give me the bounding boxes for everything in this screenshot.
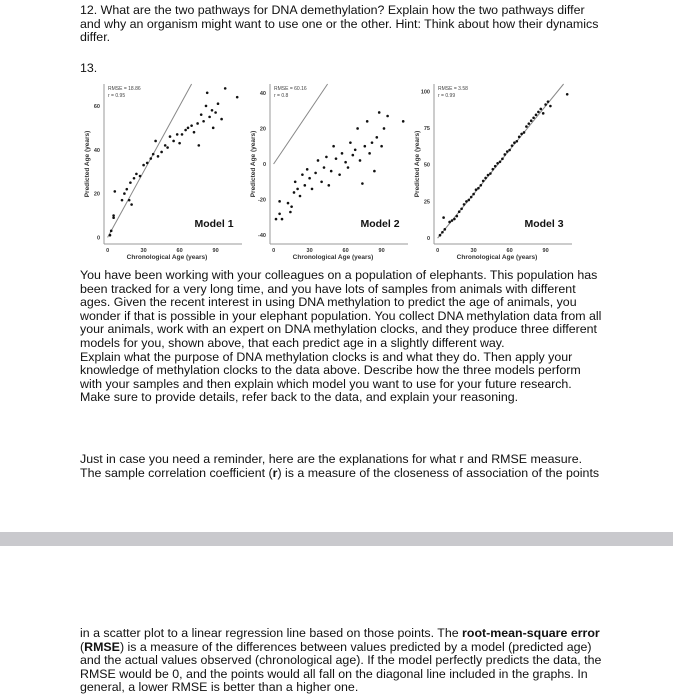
paragraph-elephants	[80, 269, 601, 405]
data-point	[304, 184, 307, 187]
y-tick-label: 20	[259, 126, 266, 133]
data-point	[236, 96, 239, 99]
data-point	[328, 184, 331, 187]
data-point	[306, 168, 309, 171]
data-point	[371, 141, 374, 144]
y-tick-label: 40	[93, 147, 100, 154]
data-point	[463, 203, 466, 206]
data-point	[150, 157, 153, 160]
data-point	[293, 191, 296, 194]
data-point	[202, 120, 205, 123]
data-point	[520, 133, 523, 136]
data-point	[301, 173, 304, 176]
data-point	[299, 195, 302, 198]
data-point	[511, 144, 514, 147]
x-tick-label: 90	[212, 248, 219, 254]
data-point	[439, 234, 442, 237]
data-point	[453, 218, 456, 221]
data-point	[123, 192, 126, 195]
x-tick-label: 90	[542, 248, 549, 254]
bold-term: root-mean-square error	[462, 626, 600, 640]
y-tick-label: 20	[93, 191, 100, 198]
data-point	[224, 87, 227, 90]
question-12-line: and why an organism might want to use one or the other. Hint: Think about how their dynamics	[80, 16, 599, 31]
paragraph-line: knowledge of methylation clocks to the data above. Describe how the three models perform	[80, 363, 581, 378]
data-point	[190, 124, 193, 127]
data-point	[287, 202, 290, 205]
x-tick-label: 90	[378, 248, 385, 254]
data-point	[157, 155, 160, 158]
data-point	[458, 210, 461, 213]
question-12-line: differ.	[80, 30, 111, 45]
x-tick-label: 0	[106, 248, 110, 254]
data-point	[220, 118, 223, 121]
data-point	[532, 116, 535, 119]
y-tick-label: -20	[258, 197, 266, 204]
data-point	[114, 190, 117, 193]
data-point	[376, 136, 379, 139]
data-point	[278, 200, 281, 203]
paragraph-line: been tracked for a very long time, and you have lots of samples from animals with different	[80, 281, 576, 296]
data-point	[542, 112, 545, 115]
data-point	[290, 205, 293, 208]
data-point	[468, 199, 471, 202]
rmse-label: RMSE = 3.58	[438, 86, 468, 92]
data-point	[128, 199, 131, 202]
data-point	[523, 131, 526, 134]
data-point	[492, 168, 495, 171]
data-point	[193, 131, 196, 134]
data-point	[133, 177, 136, 180]
paragraph-line: RMSE would be 0, and the points would all fall on the diagonal line included in the graphs. In	[80, 666, 588, 681]
data-point	[278, 212, 281, 215]
data-point	[198, 144, 201, 147]
text: ) is a measure of the differences between values predicted by a model (predicted age)	[119, 639, 592, 654]
y-tick-label: -40	[258, 233, 266, 240]
data-point	[537, 111, 540, 114]
question-13-number: 13.	[80, 61, 98, 75]
data-point	[112, 214, 115, 217]
data-point	[347, 166, 350, 169]
data-point	[484, 177, 487, 180]
data-point	[518, 136, 521, 139]
data-point	[110, 230, 113, 233]
x-tick-label: 0	[272, 248, 276, 254]
data-point	[172, 140, 175, 143]
data-point	[200, 113, 203, 116]
data-point	[146, 162, 149, 165]
data-point	[352, 154, 355, 157]
paragraph-line	[80, 641, 601, 655]
data-point	[361, 182, 364, 185]
data-point	[475, 188, 478, 191]
question-12	[80, 4, 598, 45]
data-point	[354, 148, 357, 151]
data-point	[513, 141, 516, 144]
paragraph-line: your animals, work with an expert on DNA methylation clocks, and they produce three different	[80, 322, 597, 337]
y-axis-label: Predicted Age (years)	[250, 130, 257, 198]
data-point	[126, 188, 129, 191]
data-point	[164, 144, 167, 147]
data-point	[448, 221, 451, 224]
data-point	[206, 91, 209, 94]
question-12-line: 12. What are the two pathways for DNA demethylation? Explain how the two pathways differ	[80, 3, 585, 17]
data-point	[378, 111, 381, 114]
data-point	[178, 142, 181, 145]
data-point	[356, 127, 359, 130]
data-point	[477, 187, 480, 190]
data-point	[205, 105, 208, 108]
data-point	[335, 157, 338, 160]
data-point	[214, 111, 217, 114]
paragraph-line	[80, 467, 599, 481]
r-label: r = 0.95	[108, 93, 126, 99]
paragraph-reminder	[80, 453, 599, 480]
text: (	[80, 639, 85, 654]
data-point	[166, 146, 169, 149]
data-point	[501, 158, 504, 161]
data-point	[314, 172, 317, 175]
data-point	[289, 211, 292, 214]
data-point	[516, 140, 519, 143]
chart-model-1	[80, 78, 250, 268]
data-point	[540, 108, 543, 111]
data-point	[281, 218, 284, 221]
data-point	[323, 166, 326, 169]
data-point	[528, 122, 531, 125]
paragraph-line: and the actual values observed (chronological age). If the model perfectly predicts the data, the	[80, 653, 602, 668]
y-tick-label: 25	[423, 199, 430, 206]
y-tick-label: 60	[93, 103, 100, 110]
data-point	[320, 180, 323, 183]
paragraph-line: with your samples and then explain which model you want to use for your future research.	[80, 376, 572, 391]
paragraph-line: ages. Given the recent interest in using DNA methylation to predict the age of animals, you	[80, 295, 577, 310]
page-break-band	[0, 532, 673, 546]
data-point	[344, 161, 347, 164]
data-point	[317, 159, 320, 162]
data-point	[465, 200, 468, 203]
paragraph-line: Explain what the purpose of DNA methylation clocks is and what they do. Then apply your	[80, 349, 573, 364]
data-point	[109, 234, 112, 237]
data-point	[341, 152, 344, 155]
data-point	[472, 193, 475, 196]
data-point	[451, 219, 454, 222]
data-point	[482, 180, 485, 183]
data-point	[566, 93, 569, 96]
paragraph-rmse	[80, 627, 601, 695]
data-point	[441, 231, 444, 234]
data-point	[373, 170, 376, 173]
data-point	[402, 120, 405, 123]
y-tick-label: 75	[423, 126, 430, 133]
data-point	[181, 133, 184, 136]
text: ) is a measure of the closeness of association of the points	[277, 465, 600, 480]
data-point	[176, 133, 179, 136]
data-point	[169, 135, 172, 138]
data-point	[325, 156, 328, 159]
data-point	[296, 188, 299, 191]
data-point	[130, 203, 133, 206]
data-point	[535, 114, 538, 117]
identity-line	[108, 84, 192, 237]
text: in a scatter plot to a linear regression line based on those points. The	[80, 626, 463, 640]
data-point	[380, 145, 383, 148]
data-point	[442, 216, 445, 219]
y-tick-label: 100	[420, 89, 430, 96]
data-point	[547, 100, 550, 103]
data-point	[196, 122, 199, 125]
bold-term: r	[272, 465, 278, 480]
data-point	[135, 173, 138, 176]
r-label: r = 0.99	[438, 93, 456, 99]
x-tick-label: 30	[306, 248, 313, 254]
data-point	[549, 105, 552, 108]
data-point	[460, 207, 463, 210]
y-tick-label: 0	[96, 235, 100, 242]
data-point	[530, 119, 533, 122]
data-point	[311, 188, 314, 191]
y-tick-label: 50	[423, 162, 430, 169]
data-point	[121, 199, 124, 202]
paragraph-line: models for you, shown above, that each predict age in a slightly different way.	[80, 335, 505, 350]
model-title: Model 1	[194, 218, 234, 230]
y-axis-label: Predicted Age (years)	[414, 130, 421, 198]
data-point	[456, 215, 459, 218]
paragraph-line	[80, 627, 601, 641]
data-point	[368, 152, 371, 155]
x-tick-label: 30	[140, 248, 147, 254]
data-point	[504, 153, 507, 156]
data-point	[487, 174, 490, 177]
chart-model-3	[410, 78, 580, 268]
data-point	[139, 175, 142, 178]
data-point	[129, 181, 132, 184]
bold-term: RMSE	[84, 639, 120, 654]
x-tick-label: 30	[470, 248, 477, 254]
x-axis-label: Chronological Age (years)	[126, 254, 208, 261]
rmse-label: RMSE = 60.16	[274, 86, 307, 92]
data-point	[142, 164, 145, 167]
data-point	[525, 125, 528, 128]
data-point	[364, 145, 367, 148]
x-tick-label: 0	[436, 248, 440, 254]
x-axis-label: Chronological Age (years)	[292, 254, 374, 261]
y-tick-label: 0	[262, 162, 266, 168]
data-point	[160, 151, 163, 154]
paragraph-line: wonder if that is possible in your elephant population. You collect DNA methylation data from all	[80, 308, 602, 323]
data-point	[544, 103, 547, 106]
data-point	[330, 170, 333, 173]
data-point	[294, 180, 297, 183]
data-point	[184, 129, 187, 132]
r-label: r = 0.8	[274, 93, 289, 99]
data-point	[366, 120, 369, 123]
y-tick-label: 0	[426, 236, 430, 243]
data-point	[480, 184, 483, 187]
data-point	[508, 149, 511, 152]
data-point	[187, 127, 190, 130]
y-tick-label: 40	[259, 90, 266, 97]
data-point	[338, 173, 341, 176]
data-point	[208, 116, 211, 119]
data-point	[470, 196, 473, 199]
data-point	[383, 127, 386, 130]
data-point	[349, 141, 352, 144]
rmse-label: RMSE = 18.86	[108, 86, 141, 92]
data-point	[275, 218, 278, 221]
data-point	[496, 162, 499, 165]
model-title: Model 3	[524, 218, 564, 230]
data-point	[499, 160, 502, 163]
data-point	[506, 150, 509, 153]
data-point	[359, 159, 362, 162]
model-title: Model 2	[360, 218, 400, 230]
x-axis-label: Chronological Age (years)	[456, 254, 538, 261]
x-tick-label: 60	[342, 248, 349, 254]
data-point	[152, 153, 155, 156]
data-point	[308, 177, 311, 180]
data-point	[217, 102, 220, 105]
data-point	[211, 109, 214, 112]
paragraph-line: Just in case you need a reminder, here are the explanations for what r and RMSE measure.	[80, 452, 583, 466]
paragraph-line: general, a lower RMSE is better than a higher one.	[80, 680, 359, 695]
data-point	[489, 172, 492, 175]
x-tick-label: 60	[176, 248, 183, 254]
y-axis-label: Predicted Age (years)	[84, 130, 91, 198]
chart-model-2	[246, 78, 416, 268]
x-tick-label: 60	[506, 248, 513, 254]
data-point	[494, 165, 497, 168]
data-point	[332, 145, 335, 148]
data-point	[212, 127, 215, 130]
text: The sample correlation coefficient (	[80, 465, 273, 480]
data-point	[386, 115, 389, 118]
data-point	[444, 228, 447, 231]
paragraph-line: Make sure to provide details, refer back to the data, and explain your reasoning.	[80, 390, 519, 405]
data-point	[154, 140, 157, 143]
paragraph-line: You have been working with your colleagues on a population of elephants. This population has	[80, 268, 598, 282]
